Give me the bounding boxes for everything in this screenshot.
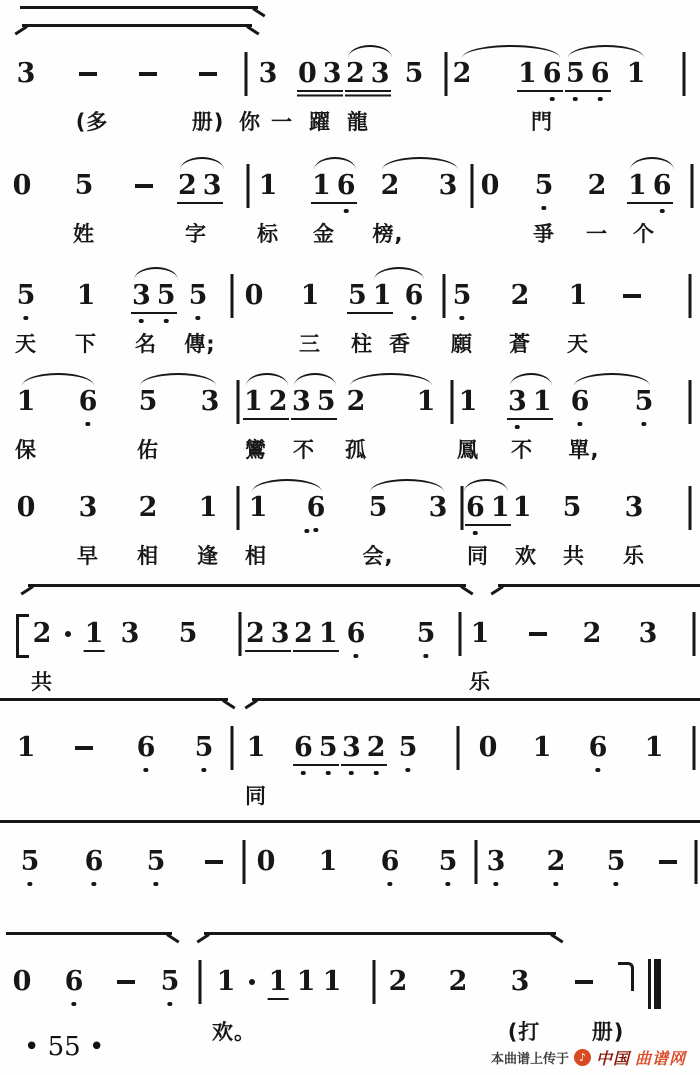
barline — [199, 960, 202, 1004]
note: 0 — [16, 492, 36, 523]
note: 2 — [346, 386, 366, 417]
note-group — [628, 172, 672, 199]
note-group — [294, 734, 338, 761]
lyric: 你 — [239, 110, 261, 134]
note: 5 — [318, 732, 338, 763]
note: 6 — [404, 280, 424, 311]
lyric: (多 — [75, 110, 109, 134]
slur — [246, 373, 288, 386]
note: 3 — [428, 492, 448, 523]
note: 5 — [566, 58, 585, 89]
barline — [459, 612, 462, 656]
phrase-arc — [498, 584, 700, 599]
barline — [693, 612, 696, 656]
note: 2 — [268, 386, 288, 417]
lyric: 相 — [245, 544, 267, 568]
lyric: 佑 — [137, 438, 159, 462]
note-group — [244, 388, 288, 415]
slur — [140, 373, 216, 386]
lyric: 个 — [633, 222, 655, 246]
note: 1 — [216, 966, 236, 997]
note: 5 — [188, 280, 208, 311]
note: 1 — [628, 170, 647, 201]
slur — [294, 373, 336, 386]
note-group — [508, 388, 552, 415]
note: 5 — [316, 386, 336, 417]
note: 2 — [246, 618, 265, 649]
lyric: 鳳 — [457, 438, 479, 462]
note: 5 — [404, 58, 424, 89]
note: 2 — [294, 618, 313, 649]
note: 1 — [318, 618, 338, 649]
note: 2 — [380, 170, 400, 201]
lyric: 会, — [362, 544, 394, 568]
barline — [471, 164, 474, 208]
slur — [314, 157, 356, 170]
note: 1 — [568, 280, 588, 311]
note: 1 — [76, 280, 96, 311]
lyric: 标 — [257, 222, 279, 246]
note: 0 — [244, 280, 264, 311]
note-group — [348, 282, 392, 309]
note-group — [566, 60, 610, 87]
note: 3 — [132, 280, 151, 311]
phrase-arc — [6, 932, 172, 947]
note: 3 — [486, 846, 506, 877]
phrase-arc — [22, 24, 252, 39]
note: 0 — [478, 732, 498, 763]
note-group — [518, 60, 562, 87]
lyric: 逢 — [197, 544, 219, 568]
note: 3 — [292, 386, 311, 417]
lyric: 一 — [586, 222, 608, 246]
phrase-arc — [0, 820, 700, 835]
slur — [574, 373, 650, 386]
note: 1 — [372, 280, 392, 311]
lyric: 乐 — [623, 544, 645, 568]
note: 1 — [532, 386, 552, 417]
barline — [693, 726, 696, 770]
slur — [350, 373, 432, 386]
lyric: 龍 — [347, 110, 369, 134]
note: 5 — [398, 732, 418, 763]
note: 1 — [322, 966, 342, 997]
watermark-site-name-2: 曲谱网 — [634, 1049, 686, 1068]
lyric: 下 — [75, 332, 97, 356]
slur — [370, 479, 444, 492]
note: 5 — [634, 386, 654, 417]
note: 6 — [306, 492, 326, 523]
lyric: 一 — [271, 110, 293, 134]
note: 1 — [490, 492, 510, 523]
note: 1 — [318, 846, 338, 877]
music-note-icon: ♪ — [574, 1049, 591, 1066]
note: 0 — [12, 170, 32, 201]
note: 1 — [626, 58, 646, 89]
note: 5 — [348, 280, 367, 311]
barline — [691, 164, 694, 208]
slur — [134, 267, 178, 280]
note: 2 — [452, 58, 472, 89]
note: 1 — [258, 170, 278, 201]
watermark-site-name: 中国 — [595, 1049, 630, 1068]
note: 0 — [480, 170, 500, 201]
barline — [695, 840, 698, 884]
note: 1 — [644, 732, 664, 763]
lyric: 不 — [511, 438, 533, 462]
augmentation-dot — [249, 979, 255, 985]
barline — [451, 380, 454, 424]
duration-dash — [199, 72, 217, 76]
note: 1 — [268, 966, 288, 997]
note: 3 — [624, 492, 644, 523]
lyric: 躍 — [309, 110, 331, 134]
music-line — [0, 694, 700, 806]
note: 1 — [16, 386, 36, 417]
note: 3 — [370, 58, 390, 89]
note-group — [312, 172, 356, 199]
note: 5 — [606, 846, 626, 877]
duration-dash — [205, 860, 223, 864]
note-group — [342, 734, 386, 761]
note: 1 — [416, 386, 436, 417]
final-barline-thick — [654, 959, 661, 1009]
note: 0 — [12, 966, 32, 997]
duration-dash — [659, 860, 677, 864]
note: 5 — [452, 280, 472, 311]
lyric: 同 — [245, 784, 267, 808]
note: 3 — [638, 618, 658, 649]
note: 2 — [32, 618, 52, 649]
barline — [245, 52, 248, 96]
music-line — [0, 814, 700, 926]
slur — [374, 267, 424, 280]
note: 6 — [294, 732, 313, 763]
note: 1 — [458, 386, 478, 417]
barline — [373, 960, 376, 1004]
note: 1 — [532, 732, 552, 763]
barline — [689, 380, 692, 424]
bracket-close — [618, 962, 634, 991]
barline — [689, 274, 692, 318]
lyric: 柱 — [351, 332, 373, 356]
lyric: 姓 — [73, 222, 95, 246]
note: 5 — [16, 280, 36, 311]
final-barline — [648, 959, 661, 1009]
duration-dash — [139, 72, 157, 76]
lyric: 三 — [299, 332, 321, 356]
note: 6 — [64, 966, 84, 997]
note: 5 — [438, 846, 458, 877]
note: 2 — [346, 58, 365, 89]
barline — [457, 726, 460, 770]
watermark — [491, 1046, 686, 1069]
slur — [464, 479, 508, 492]
slur — [348, 45, 392, 58]
slur — [252, 479, 322, 492]
note: 1 — [518, 58, 537, 89]
note: 5 — [534, 170, 554, 201]
note: 2 — [587, 170, 607, 201]
note: 2 — [546, 846, 566, 877]
note: 5 — [416, 618, 436, 649]
lyric: 門 — [531, 110, 553, 134]
lyric: 相 — [137, 544, 159, 568]
slur — [180, 157, 224, 170]
note-group — [346, 60, 390, 87]
note-group — [246, 620, 290, 647]
note: 3 — [342, 732, 361, 763]
barline — [237, 486, 240, 530]
watermark-text: 本曲谱上传于 — [490, 1052, 569, 1067]
note-group — [298, 60, 342, 87]
note-group — [466, 494, 510, 521]
lyric: 傳; — [184, 332, 216, 356]
music-line — [0, 156, 700, 268]
note: 5 — [178, 618, 198, 649]
phrase-arc — [204, 932, 556, 947]
note: 6 — [652, 170, 672, 201]
barline — [443, 274, 446, 318]
note-group — [292, 388, 336, 415]
barline — [239, 612, 242, 656]
duration-dash — [135, 184, 153, 188]
note: 5 — [138, 386, 158, 417]
lyric: 册) — [191, 110, 225, 134]
note-group — [294, 620, 338, 647]
duration-dash — [117, 980, 135, 984]
note: 6 — [78, 386, 98, 417]
note: 2 — [388, 966, 408, 997]
lyric: 單, — [568, 438, 600, 462]
lyric: 共 — [31, 670, 53, 694]
note: 6 — [336, 170, 356, 201]
note: 5 — [20, 846, 40, 877]
note: 1 — [198, 492, 218, 523]
phrase-arc — [252, 698, 700, 713]
music-line — [0, 372, 700, 484]
note: 6 — [84, 846, 104, 877]
note: 6 — [136, 732, 156, 763]
note: 0 — [298, 58, 317, 89]
lyric: 不 — [293, 438, 315, 462]
lyric: 榜, — [372, 222, 404, 246]
duration-dash — [75, 746, 93, 750]
lyric: 同 — [467, 544, 489, 568]
note: 1 — [470, 618, 490, 649]
note: 3 — [16, 58, 36, 89]
music-line — [0, 926, 700, 1044]
note: 5 — [194, 732, 214, 763]
note: 1 — [16, 732, 36, 763]
lyric: 乐 — [469, 670, 491, 694]
note-group — [178, 172, 222, 199]
barline — [683, 52, 686, 96]
note: 5 — [368, 492, 388, 523]
barline — [237, 380, 240, 424]
note: 1 — [312, 170, 331, 201]
lyric: 字 — [185, 222, 207, 246]
slur — [630, 157, 674, 170]
barline — [231, 726, 234, 770]
note: 5 — [146, 846, 166, 877]
note: 2 — [448, 966, 468, 997]
note: 0 — [256, 846, 276, 877]
lyric: 香 — [389, 332, 411, 356]
slur — [568, 45, 644, 58]
note: 2 — [178, 170, 197, 201]
music-line — [0, 44, 700, 156]
note: 1 — [512, 492, 532, 523]
note: 6 — [466, 492, 485, 523]
lyric: 蒼 — [509, 332, 531, 356]
augmentation-dot — [65, 631, 71, 637]
barline — [247, 164, 250, 208]
lyric: 保 — [15, 438, 37, 462]
lyric: 欢。 — [212, 1020, 256, 1044]
note: 3 — [322, 58, 342, 89]
music-line — [0, 582, 700, 694]
note: 6 — [346, 618, 366, 649]
note: 5 — [562, 492, 582, 523]
barline — [231, 274, 234, 318]
lyric: 共 — [563, 544, 585, 568]
note: 2 — [366, 732, 386, 763]
music-line — [0, 266, 700, 378]
slur — [22, 373, 94, 386]
barline — [445, 52, 448, 96]
lyric: 欢 — [515, 544, 537, 568]
lyric: 天 — [567, 332, 589, 356]
phrase-arc — [20, 6, 258, 21]
note: 6 — [588, 732, 608, 763]
note: 6 — [570, 386, 590, 417]
note: 1 — [244, 386, 263, 417]
note: 5 — [156, 280, 176, 311]
final-barline-thin — [648, 959, 651, 1009]
note: 5 — [74, 170, 94, 201]
lyric: 金 — [313, 222, 335, 246]
lyric: 孤 — [345, 438, 367, 462]
slur — [462, 45, 560, 58]
duration-dash — [79, 72, 97, 76]
page-number: • 55 • — [24, 1032, 105, 1062]
note: 2 — [138, 492, 158, 523]
note: 3 — [202, 170, 222, 201]
note: 1 — [246, 732, 266, 763]
lyric: 册) — [591, 1020, 625, 1044]
barline — [461, 486, 464, 530]
lyric: 早 — [77, 544, 99, 568]
note: 3 — [510, 966, 530, 997]
bracket-open — [16, 614, 29, 658]
duration-dash — [529, 632, 547, 636]
lyric: 名 — [135, 332, 157, 356]
note-group — [132, 282, 176, 309]
barline — [689, 486, 692, 530]
slur — [510, 373, 552, 386]
note: 5 — [160, 966, 180, 997]
duration-dash — [623, 294, 641, 298]
note: 3 — [78, 492, 98, 523]
note: 6 — [590, 58, 610, 89]
note: 1 — [300, 280, 320, 311]
note: 3 — [438, 170, 458, 201]
note: 3 — [270, 618, 290, 649]
lyric: (打 — [507, 1020, 541, 1044]
music-line — [0, 478, 700, 590]
lyric: 爭 — [533, 222, 555, 246]
note: 1 — [296, 966, 316, 997]
note: 2 — [582, 618, 602, 649]
note: 3 — [508, 386, 527, 417]
note: 3 — [258, 58, 278, 89]
lyric: 願 — [451, 332, 473, 356]
note: 6 — [542, 58, 562, 89]
note: 1 — [248, 492, 268, 523]
barline — [243, 840, 246, 884]
lyric: 鸞 — [245, 438, 267, 462]
phrase-arc — [28, 584, 466, 599]
note: 1 — [84, 618, 104, 649]
note: 3 — [120, 618, 140, 649]
note: 3 — [200, 386, 220, 417]
note: 2 — [510, 280, 530, 311]
duration-dash — [575, 980, 593, 984]
lyric: 天 — [15, 332, 37, 356]
phrase-arc — [0, 698, 228, 713]
note: 6 — [380, 846, 400, 877]
slur — [382, 157, 458, 170]
barline — [475, 840, 478, 884]
